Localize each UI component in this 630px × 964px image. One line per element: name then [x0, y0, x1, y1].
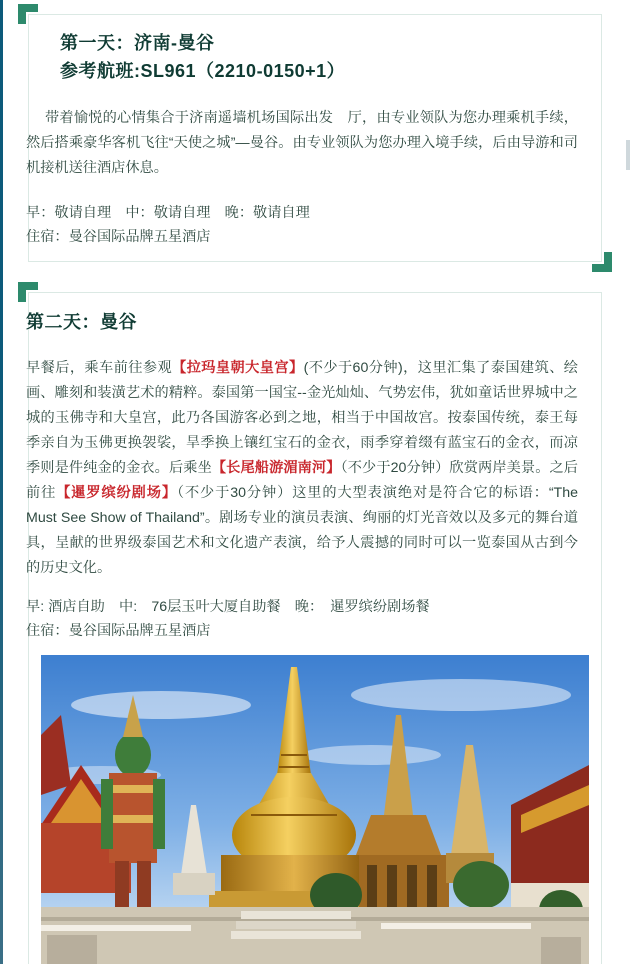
day2-description: [26, 356, 578, 581]
day1-description: 带着愉悦的心情集合于济南遥墙机场国际出发 厅，由专业领队为您办理乘机手续，然后搭乘豪华客机飞往“天使之城”—曼谷。由专业领队为您办理入境手续，后由导游和司机接机送往酒店休息。: [26, 110, 578, 176]
right-edge-tab: [626, 140, 630, 170]
day2-desc-text-1: 早餐后，乘车前往参观: [26, 360, 173, 376]
day2-desc-text-2: (不少于60分钟)，这里汇集了泰国建筑、绘画、雕刻和装潢艺术的精粹。泰国第一国宝--金光灿灿、气势宏伟，犹如童话世界城中之城的玉佛寺和大皇宫，此乃各国游客必到之地，相当于中国故宫。按泰国传统，泰王每季亲自为玉佛更换袈裟，旱季换上镶红宝石的金衣，雨季穿着缀有蓝宝石的金衣，而凉季则是件纯金的金衣。后乘坐: [26, 360, 578, 476]
highlight-grand-palace: 【拉玛皇朝大皇宫】: [172, 360, 304, 376]
highlight-siam-theater: 【暹罗缤纷剧场】: [56, 485, 177, 501]
highlight-longtail-boat: 【长尾船游湄南河】: [211, 460, 341, 476]
day2-desc-text-4: （不少于30分钟）这里的大型表演绝对是符合它的标语：“The Must See Show of Thailand”。剧场专业的演员表演、绚丽的灯光音效以及多元的舞台道具，呈献的世界级泰国艺术和文化遗产表演，给予人震撼的同时可以一览泰国从古到今的历史文化。: [26, 485, 578, 576]
grand-palace-photo: [41, 655, 589, 964]
day1-meals: 早：敬请自理 中：敬请自理 晚：敬请自理: [26, 205, 310, 221]
day1-hotel: 住宿：曼谷国际品牌五星酒店: [26, 229, 211, 245]
day1-flight: 参考航班:SL961（2210-0150+1）: [60, 61, 346, 81]
day2-meals: 早: 酒店自助 中: 76层玉叶大厦自助餐 晚： 暹罗缤纷剧场餐: [26, 599, 430, 615]
day2-corner-top-left: [18, 282, 38, 302]
day2-hotel: 住宿：曼谷国际品牌五星酒店: [26, 623, 211, 639]
day2-title: 第二天：曼谷: [26, 312, 137, 332]
day1-corner-bottom-right: [592, 252, 612, 272]
day2-desc-text-3: （不少于20分钟）欣赏两岸美景。之后前往: [26, 460, 578, 501]
day1-title: 第一天：济南-曼谷: [60, 33, 215, 53]
day1-corner-top-left: [18, 4, 38, 24]
left-edge-stripe: [0, 0, 3, 964]
